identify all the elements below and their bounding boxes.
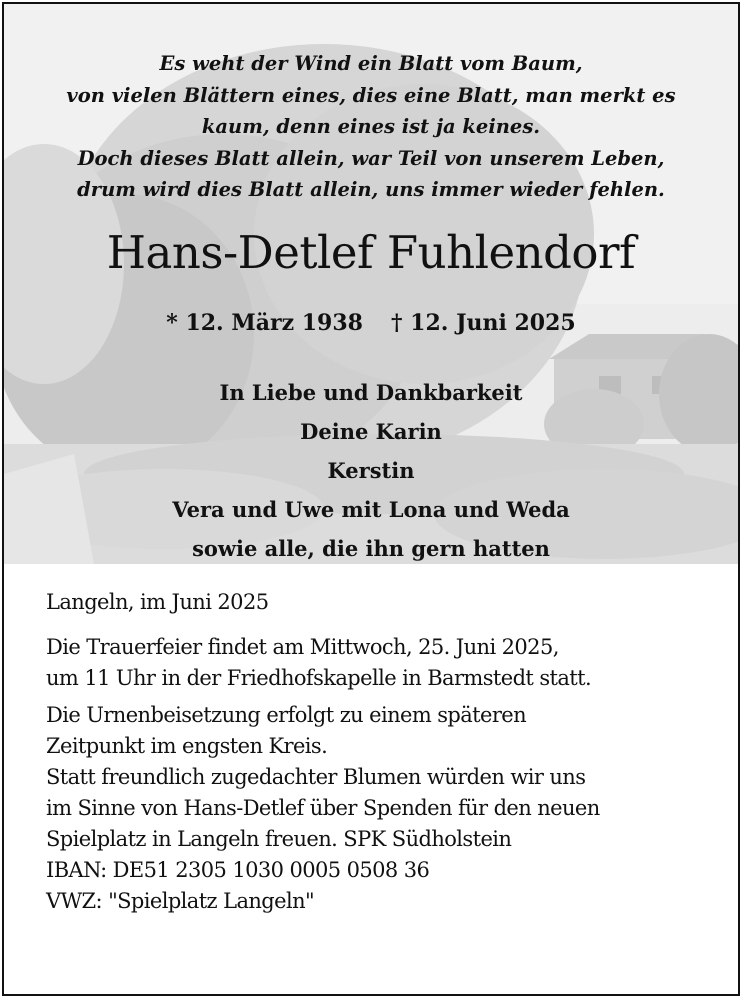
funeral-info: [46, 587, 736, 917]
poem-line: von vielen Blättern eines, dies eine Blatt, man merkt es: [66, 83, 676, 107]
poem-line: Doch dieses Blatt allein, war Teil von unserem Leben,: [77, 146, 665, 170]
death-date: † 12. Juni 2025: [390, 310, 576, 336]
iban-line: IBAN: DE51 2305 1030 0005 0508 36: [46, 858, 430, 882]
poem: [4, 48, 738, 206]
poem-line: drum wird dies Blatt allein, uns immer wieder fehlen.: [77, 178, 665, 201]
mourners: [4, 373, 738, 568]
place-date: Langeln, im Juni 2025: [46, 590, 269, 614]
mourner-line: Kerstin: [327, 458, 415, 483]
donation-line: im Sinne von Hans-Detlef über Spenden für den neuen: [46, 796, 600, 820]
donation-line: Statt freundlich zugedachter Blumen würden wir uns: [46, 765, 586, 789]
funeral-line: Die Trauerfeier findet am Mittwoch, 25. Juni 2025,: [46, 635, 559, 659]
mourner-line: Deine Karin: [300, 419, 442, 444]
obituary-frame: [2, 2, 740, 996]
poem-line: kaum, denn eines ist ja keines.: [201, 115, 541, 138]
funeral-line: um 11 Uhr in der Friedhofskapelle in Barmstedt statt.: [46, 666, 592, 690]
birth-date: * 12. März 1938: [166, 310, 363, 336]
burial-line: Die Urnenbeisetzung erfolgt zu einem späteren: [46, 703, 527, 727]
poem-line: Es weht der Wind ein Blatt vom Baum,: [159, 52, 583, 75]
burial-line: Zeitpunkt im engsten Kreis.: [46, 734, 328, 758]
deceased-name: Hans-Detlef Fuhlendorf: [106, 226, 636, 279]
donation-line: Spielplatz in Langeln freuen. SPK Südholstein: [46, 827, 512, 851]
mourner-line: In Liebe und Dankbarkeit: [219, 380, 523, 405]
life-dates: [4, 310, 738, 336]
reference-line: VWZ: "Spielplatz Langeln": [46, 889, 315, 913]
mourner-line: Vera und Uwe mit Lona und Weda: [172, 497, 570, 522]
mourner-line: sowie alle, die ihn gern hatten: [192, 536, 550, 561]
